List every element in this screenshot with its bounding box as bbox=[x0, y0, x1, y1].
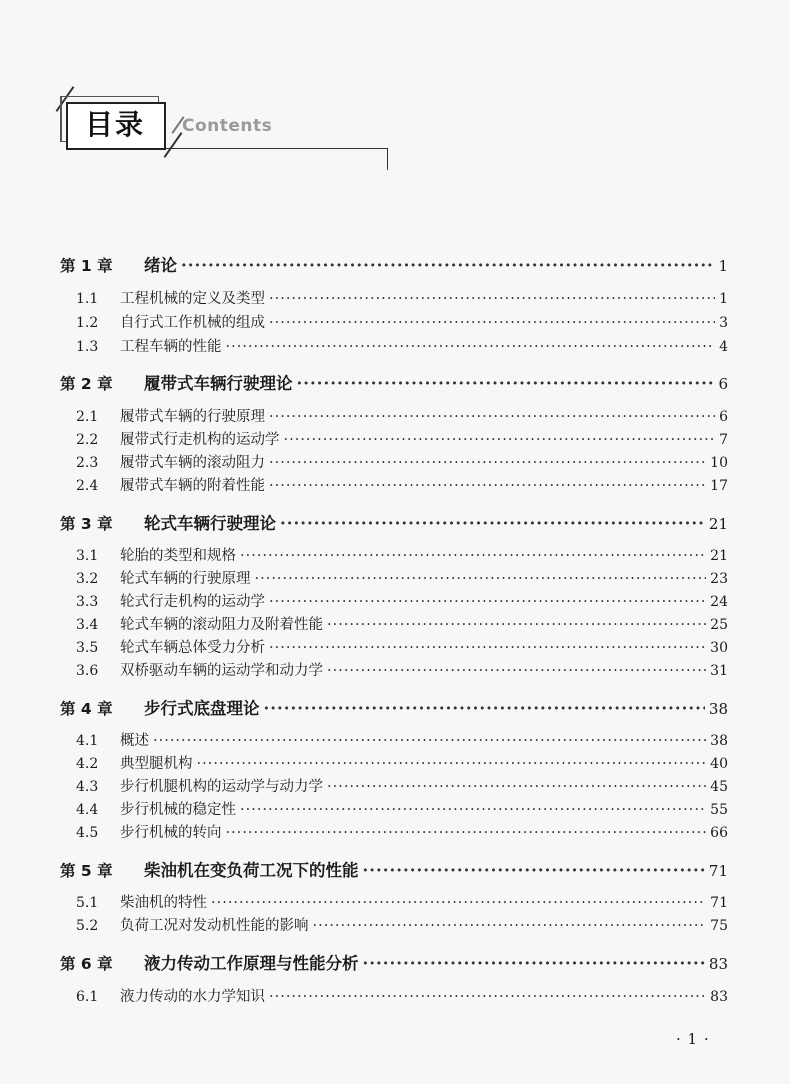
section-number: 4.1 bbox=[76, 733, 99, 749]
dot-leader bbox=[269, 478, 706, 494]
chapter-title: 柴油机在变负荷工况下的性能 bbox=[144, 861, 359, 880]
section-number: 5.2 bbox=[76, 918, 99, 934]
page-number: · 1 · bbox=[676, 1030, 710, 1048]
dot-leader bbox=[181, 256, 714, 275]
page-ref: 21 bbox=[708, 515, 728, 533]
dot-leader bbox=[269, 455, 706, 471]
page-ref: 1 bbox=[718, 257, 728, 275]
section-number: 2.1 bbox=[76, 409, 99, 425]
toc-section-row[interactable] bbox=[76, 405, 728, 425]
dot-leader bbox=[327, 779, 706, 795]
dot-leader bbox=[240, 548, 706, 564]
toc-section-row[interactable] bbox=[76, 729, 728, 749]
page-ref: 30 bbox=[710, 640, 728, 656]
section-number: 1.1 bbox=[76, 291, 99, 307]
chapter-number: 第 3 章 bbox=[60, 515, 113, 533]
section-title: 履带式车辆的附着性能 bbox=[120, 478, 265, 494]
section-title: 轮式车辆的行驶原理 bbox=[120, 571, 251, 587]
page-ref: 31 bbox=[710, 663, 728, 679]
section-title: 双桥驱动车辆的运动学和动力学 bbox=[120, 663, 323, 679]
toc-section-row[interactable] bbox=[76, 636, 728, 656]
section-title: 履带式行走机构的运动学 bbox=[120, 432, 280, 448]
section-number: 4.5 bbox=[76, 825, 99, 841]
dot-leader bbox=[197, 756, 707, 772]
page-ref: 24 bbox=[710, 594, 728, 610]
section-title: 工程车辆的性能 bbox=[120, 339, 222, 355]
toc-section-row[interactable] bbox=[76, 985, 728, 1005]
toc-section-row[interactable] bbox=[76, 821, 728, 841]
section-title: 轮式车辆总体受力分析 bbox=[120, 640, 265, 656]
chapter-title: 履带式车辆行驶理论 bbox=[144, 374, 293, 393]
toc-chapter-row[interactable] bbox=[60, 252, 728, 274]
dot-leader bbox=[226, 339, 716, 355]
page-ref: 38 bbox=[708, 700, 728, 718]
toc-chapter-row[interactable] bbox=[60, 857, 728, 879]
section-number: 3.1 bbox=[76, 548, 99, 564]
dot-leader bbox=[240, 802, 706, 818]
section-title: 步行机械的转向 bbox=[120, 825, 222, 841]
dot-leader bbox=[269, 409, 715, 425]
section-title: 液力传动的水力学知识 bbox=[120, 989, 265, 1005]
dot-leader bbox=[269, 315, 715, 331]
chapter-title: 液力传动工作原理与性能分析 bbox=[144, 954, 359, 973]
dot-leader bbox=[255, 571, 707, 587]
toc-section-row[interactable] bbox=[76, 590, 728, 610]
toc-section-row[interactable] bbox=[76, 891, 728, 911]
dot-leader bbox=[363, 861, 705, 880]
section-title: 概述 bbox=[120, 733, 149, 749]
section-number: 3.4 bbox=[76, 617, 99, 633]
dot-leader bbox=[264, 699, 705, 718]
chapter-number: 第 6 章 bbox=[60, 955, 113, 973]
section-title: 自行式工作机械的组成 bbox=[120, 315, 265, 331]
page-ref: 71 bbox=[710, 895, 728, 911]
page-ref: 40 bbox=[710, 756, 728, 772]
section-number: 3.2 bbox=[76, 571, 99, 587]
toc-section-row[interactable] bbox=[76, 775, 728, 795]
toc-section-row[interactable] bbox=[76, 287, 728, 307]
section-title: 步行机腿机构的运动学与动力学 bbox=[120, 779, 323, 795]
section-number: 3.3 bbox=[76, 594, 99, 610]
dot-leader bbox=[327, 663, 706, 679]
section-number: 6.1 bbox=[76, 989, 99, 1005]
toc-chapter-row[interactable] bbox=[60, 950, 728, 972]
section-number: 5.1 bbox=[76, 895, 99, 911]
section-title: 典型腿机构 bbox=[120, 756, 193, 772]
page-title: 目录 bbox=[84, 108, 145, 141]
toc-section-row[interactable] bbox=[76, 567, 728, 587]
section-number: 4.4 bbox=[76, 802, 99, 818]
section-title: 履带式车辆的滚动阻力 bbox=[120, 455, 265, 471]
page-ref: 25 bbox=[710, 617, 728, 633]
page-ref: 75 bbox=[710, 918, 728, 934]
page-ref: 66 bbox=[710, 825, 728, 841]
dot-leader bbox=[363, 954, 705, 973]
section-number: 2.4 bbox=[76, 478, 99, 494]
section-title: 负荷工况对发动机性能的影响 bbox=[120, 918, 309, 934]
toc-section-row[interactable] bbox=[76, 474, 728, 494]
page-ref: 1 bbox=[719, 291, 728, 307]
section-title: 履带式车辆的行驶原理 bbox=[120, 409, 265, 425]
dot-leader bbox=[226, 825, 707, 841]
page-ref: 83 bbox=[708, 955, 728, 973]
chapter-number: 第 4 章 bbox=[60, 700, 113, 718]
dot-leader bbox=[269, 291, 715, 307]
toc-section-row[interactable] bbox=[76, 544, 728, 564]
dot-leader bbox=[269, 640, 706, 656]
toc-section-row[interactable] bbox=[76, 428, 728, 448]
section-number: 4.3 bbox=[76, 779, 99, 795]
toc-section-row[interactable] bbox=[76, 335, 728, 355]
chapter-title: 步行式底盘理论 bbox=[144, 699, 260, 718]
page-ref: 4 bbox=[719, 339, 728, 355]
dot-leader bbox=[269, 989, 706, 1005]
section-title: 轮胎的类型和规格 bbox=[120, 548, 236, 564]
page-ref: 10 bbox=[710, 455, 728, 471]
page-ref: 83 bbox=[710, 989, 728, 1005]
chapter-title: 绪论 bbox=[144, 256, 177, 275]
chapter-number: 第 2 章 bbox=[60, 375, 113, 393]
chapter-number: 第 5 章 bbox=[60, 862, 113, 880]
dot-leader bbox=[313, 918, 707, 934]
toc-section-row[interactable] bbox=[76, 752, 728, 772]
section-number: 3.6 bbox=[76, 663, 99, 679]
page-ref: 3 bbox=[719, 315, 728, 331]
dot-leader bbox=[284, 432, 716, 448]
section-title: 轮式行走机构的运动学 bbox=[120, 594, 265, 610]
section-number: 3.5 bbox=[76, 640, 99, 656]
page-ref: 23 bbox=[710, 571, 728, 587]
dot-leader bbox=[280, 514, 705, 533]
page-ref: 21 bbox=[710, 548, 728, 564]
page-ref: 45 bbox=[710, 779, 728, 795]
section-number: 4.2 bbox=[76, 756, 99, 772]
section-number: 2.3 bbox=[76, 455, 99, 471]
dot-leader bbox=[211, 895, 706, 911]
section-number: 2.2 bbox=[76, 432, 99, 448]
section-title: 步行机械的稳定性 bbox=[120, 802, 236, 818]
toc-section-row[interactable] bbox=[76, 311, 728, 331]
toc-chapter-row[interactable] bbox=[60, 370, 728, 392]
toc-chapter-row[interactable] bbox=[60, 510, 728, 532]
page-ref: 38 bbox=[710, 733, 728, 749]
section-number: 1.3 bbox=[76, 339, 99, 355]
toc-section-row[interactable] bbox=[76, 659, 728, 679]
page-ref: 7 bbox=[719, 432, 728, 448]
toc-chapter-row[interactable] bbox=[60, 695, 728, 717]
section-title: 柴油机的特性 bbox=[120, 895, 207, 911]
toc-section-row[interactable] bbox=[76, 798, 728, 818]
dot-leader bbox=[327, 617, 706, 633]
dot-leader bbox=[269, 594, 706, 610]
chapter-title: 轮式车辆行驶理论 bbox=[144, 514, 276, 533]
page-ref: 55 bbox=[710, 802, 728, 818]
page-ref: 6 bbox=[718, 375, 728, 393]
section-title: 工程机械的定义及类型 bbox=[120, 291, 265, 307]
page-ref: 71 bbox=[708, 862, 728, 880]
dot-leader bbox=[153, 733, 706, 749]
section-title: 轮式车辆的滚动阻力及附着性能 bbox=[120, 617, 323, 633]
toc-section-row[interactable] bbox=[76, 613, 728, 633]
page-subtitle: Contents bbox=[182, 116, 273, 136]
page-ref: 17 bbox=[710, 478, 728, 494]
section-number: 1.2 bbox=[76, 315, 99, 331]
chapter-number: 第 1 章 bbox=[60, 257, 113, 275]
toc-section-row[interactable] bbox=[76, 914, 728, 934]
dot-leader bbox=[297, 374, 715, 393]
toc-section-row[interactable] bbox=[76, 451, 728, 471]
page-ref: 6 bbox=[719, 409, 728, 425]
